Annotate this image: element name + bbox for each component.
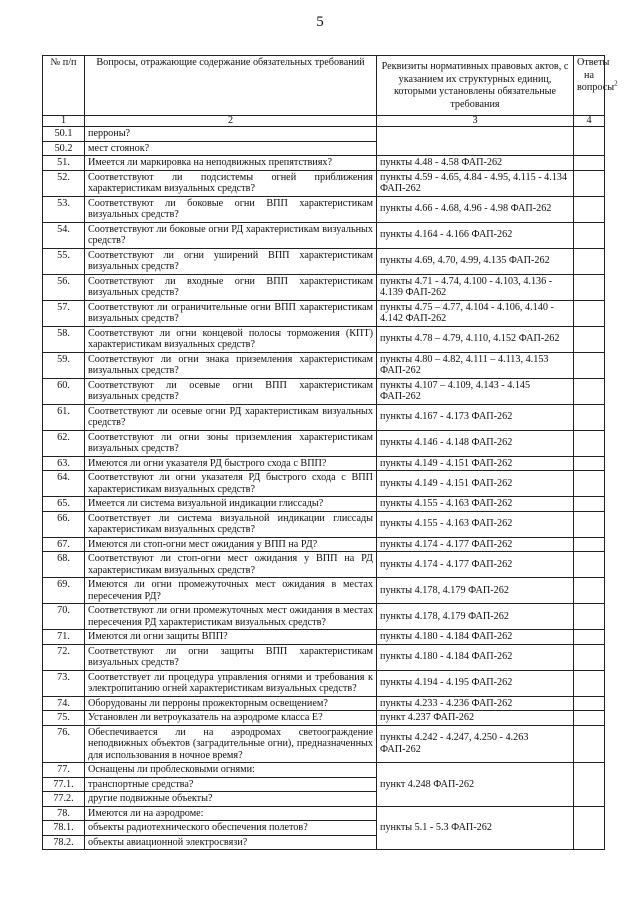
row-answer xyxy=(574,806,605,850)
header-answers-label: Ответы на вопросы xyxy=(577,57,615,93)
row-reference: пункты 4.174 - 4.177 ФАП-262 xyxy=(377,537,574,552)
row-answer xyxy=(574,156,605,171)
row-reference: пункты 4.180 - 4.184 ФАП-262 xyxy=(377,644,574,670)
row-answer xyxy=(574,578,605,604)
table-row xyxy=(43,806,605,821)
row-question: Имеются ли огни промежуточных мест ожидания в местах пересечения РД? xyxy=(85,578,377,604)
row-answer xyxy=(574,552,605,578)
row-question: объекты авиационной электросвязи? xyxy=(85,835,377,850)
row-reference: пункты 4.233 - 4.236 ФАП-262 xyxy=(377,696,574,711)
row-question: мест стоянок? xyxy=(85,141,377,156)
row-number: 51. xyxy=(43,156,85,171)
row-reference: пункты 4.155 - 4.163 ФАП-262 xyxy=(377,511,574,537)
row-number: 74. xyxy=(43,696,85,711)
row-reference: пункты 4.69, 4.70, 4.99, 4.135 ФАП-262 xyxy=(377,248,574,274)
row-reference: пункты 4.149 - 4.151 ФАП-262 xyxy=(377,456,574,471)
row-number: 78.2. xyxy=(43,835,85,850)
row-number: 64. xyxy=(43,471,85,497)
row-number: 52. xyxy=(43,170,85,196)
row-question: Оснащены ли проблесковыми огнями: xyxy=(85,763,377,778)
header-references: Реквизиты нормативных правовых актов, с указанием их структурных единиц, которыми установлены обязательные требования xyxy=(377,56,574,116)
row-reference: пункты 4.155 - 4.163 ФАП-262 xyxy=(377,497,574,512)
row-question: Соответствует ли процедура управления огнями и требования к электропитанию огней характеристикам визуальных средств? xyxy=(85,670,377,696)
row-answer xyxy=(574,170,605,196)
row-answer xyxy=(574,497,605,512)
row-question: Имеются ли стоп-огни мест ожидания у ВПП на РД? xyxy=(85,537,377,552)
row-reference: пункты 4.146 - 4.148 ФАП-262 xyxy=(377,430,574,456)
table-row xyxy=(43,763,605,778)
row-answer xyxy=(574,248,605,274)
table-row xyxy=(43,456,605,471)
row-number: 71. xyxy=(43,630,85,645)
table-row xyxy=(43,604,605,630)
row-question: перроны? xyxy=(85,127,377,142)
row-question: Соответствуют ли осевые огни ВПП характеристикам визуальных средств? xyxy=(85,378,377,404)
row-reference: пункты 4.149 - 4.151 ФАП-262 xyxy=(377,471,574,497)
row-question: объекты радиотехнического обеспечения полетов? xyxy=(85,821,377,836)
column-number-row xyxy=(43,116,605,127)
row-question: Соответствуют ли огни зоны приземления характеристикам визуальных средств? xyxy=(85,430,377,456)
table-row xyxy=(43,725,605,763)
table-row xyxy=(43,552,605,578)
row-number: 55. xyxy=(43,248,85,274)
table-row xyxy=(43,196,605,222)
row-number: 63. xyxy=(43,456,85,471)
row-reference xyxy=(377,127,574,156)
header-questions: Вопросы, отражающие содержание обязательных требований xyxy=(85,56,377,116)
row-answer xyxy=(574,725,605,763)
row-number: 77.2. xyxy=(43,792,85,807)
row-number: 65. xyxy=(43,497,85,512)
row-number: 76. xyxy=(43,725,85,763)
table-row xyxy=(43,537,605,552)
table-row xyxy=(43,274,605,300)
row-reference: пункты 4.242 - 4.247, 4.250 - 4.263 ФАП-262 xyxy=(377,725,574,763)
row-question: Соответствуют ли стоп-огни мест ожидания у ВПП на РД характеристикам визуальных средств? xyxy=(85,552,377,578)
header-answers xyxy=(574,56,618,116)
row-question: Соответствуют ли огни уширений ВПП характеристикам визуальных средств? xyxy=(85,248,377,274)
table-row xyxy=(43,670,605,696)
row-question: Соответствуют ли входные огни ВПП характеристикам визуальных средств? xyxy=(85,274,377,300)
table-row xyxy=(43,430,605,456)
row-answer xyxy=(574,378,605,404)
row-answer xyxy=(574,300,605,326)
requirements-table xyxy=(42,55,618,850)
table-row xyxy=(43,471,605,497)
column-number: 1 xyxy=(43,116,85,127)
table-row xyxy=(43,127,605,142)
row-reference: пункт 4.237 ФАП-262 xyxy=(377,711,574,726)
row-reference: пункты 4.59 - 4.65, 4.84 - 4.95, 4.115 - 4.134 ФАП-262 xyxy=(377,170,574,196)
row-answer xyxy=(574,274,605,300)
row-question: Соответствуют ли огни защиты ВПП характеристикам визуальных средств? xyxy=(85,644,377,670)
page-number: 5 xyxy=(316,14,324,30)
row-answer xyxy=(574,511,605,537)
row-question: Соответствуют ли огни указателя РД быстрого схода с ВПП характеристикам визуальных средств? xyxy=(85,471,377,497)
row-number: 61. xyxy=(43,404,85,430)
row-number: 70. xyxy=(43,604,85,630)
column-number: 2 xyxy=(85,116,377,127)
column-number: 3 xyxy=(377,116,574,127)
row-answer xyxy=(574,711,605,726)
row-answer xyxy=(574,404,605,430)
table-row xyxy=(43,711,605,726)
row-reference: пункты 4.71 - 4.74, 4.100 - 4.103, 4.136 - 4.139 ФАП-262 xyxy=(377,274,574,300)
table-row xyxy=(43,326,605,352)
table-row xyxy=(43,497,605,512)
table-row xyxy=(43,644,605,670)
row-reference: пункты 4.164 - 4.166 ФАП-262 xyxy=(377,222,574,248)
table-row xyxy=(43,578,605,604)
row-answer xyxy=(574,196,605,222)
row-reference: пункты 5.1 - 5.3 ФАП-262 xyxy=(377,806,574,850)
row-number: 54. xyxy=(43,222,85,248)
row-question: транспортные средства? xyxy=(85,777,377,792)
row-question: Соответствуют ли боковые огни ВПП характеристикам визуальных средств? xyxy=(85,196,377,222)
row-answer xyxy=(574,352,605,378)
row-question: другие подвижные объекты? xyxy=(85,792,377,807)
row-question: Имеется ли система визуальной индикации глиссады? xyxy=(85,497,377,512)
row-reference: пункты 4.107 – 4.109, 4.143 - 4.145 ФАП-262 xyxy=(377,378,574,404)
row-answer xyxy=(574,670,605,696)
row-question: Имеются ли огни указателя РД быстрого схода с ВПП? xyxy=(85,456,377,471)
row-number: 60. xyxy=(43,378,85,404)
row-number: 62. xyxy=(43,430,85,456)
row-number: 50.1 xyxy=(43,127,85,142)
row-answer xyxy=(574,763,605,807)
row-question: Соответствуют ли огни промежуточных мест ожидания в местах пересечения РД характеристикам визуальных средств? xyxy=(85,604,377,630)
row-number: 77.1. xyxy=(43,777,85,792)
row-number: 56. xyxy=(43,274,85,300)
table-header-row xyxy=(43,56,605,116)
row-question: Имеются ли огни защиты ВПП? xyxy=(85,630,377,645)
row-number: 67. xyxy=(43,537,85,552)
row-question: Имеются ли на аэродроме: xyxy=(85,806,377,821)
row-answer xyxy=(574,222,605,248)
row-reference: пункты 4.80 – 4.82, 4.111 – 4.113, 4.153 ФАП-262 xyxy=(377,352,574,378)
table-row xyxy=(43,300,605,326)
row-question: Соответствуют ли огни знака приземления характеристикам визуальных средств? xyxy=(85,352,377,378)
row-number: 75. xyxy=(43,711,85,726)
table-row xyxy=(43,696,605,711)
row-reference: пункты 4.174 - 4.177 ФАП-262 xyxy=(377,552,574,578)
row-reference: пункт 4.248 ФАП-262 xyxy=(377,763,574,807)
row-answer xyxy=(574,644,605,670)
row-question: Соответствуют ли огни концевой полосы торможения (КПТ) характеристикам визуальных средств? xyxy=(85,326,377,352)
row-question: Соответствуют ли ограничительные огни ВПП характеристикам визуальных средств? xyxy=(85,300,377,326)
header-num: № п/п xyxy=(43,56,85,116)
row-question: Соответствуют ли осевые огни РД характеристикам визуальных средств? xyxy=(85,404,377,430)
row-reference: пункты 4.178, 4.179 ФАП-262 xyxy=(377,604,574,630)
row-number: 58. xyxy=(43,326,85,352)
row-answer xyxy=(574,430,605,456)
column-number: 4 xyxy=(574,116,605,127)
table-row xyxy=(43,378,605,404)
row-question: Обеспечивается ли на аэродромах светоограждение неподвижных объектов (заградительные огни), предназначенных для использования в ночное время? xyxy=(85,725,377,763)
row-answer xyxy=(574,127,605,156)
row-reference: пункты 4.78 – 4.79, 4.110, 4.152 ФАП-262 xyxy=(377,326,574,352)
table-row xyxy=(43,352,605,378)
row-reference: пункты 4.178, 4.179 ФАП-262 xyxy=(377,578,574,604)
table-row xyxy=(43,222,605,248)
row-answer xyxy=(574,471,605,497)
table-row xyxy=(43,511,605,537)
row-number: 73. xyxy=(43,670,85,696)
row-question: Соответствуют ли боковые огни РД характеристикам визуальных средств? xyxy=(85,222,377,248)
row-answer xyxy=(574,326,605,352)
row-number: 59. xyxy=(43,352,85,378)
row-number: 50.2 xyxy=(43,141,85,156)
row-number: 69. xyxy=(43,578,85,604)
row-reference: пункты 4.66 - 4.68, 4.96 - 4.98 ФАП-262 xyxy=(377,196,574,222)
row-question: Установлен ли ветроуказатель на аэродроме класса Е? xyxy=(85,711,377,726)
row-number: 72. xyxy=(43,644,85,670)
row-answer xyxy=(574,537,605,552)
row-reference: пункты 4.180 - 4.184 ФАП-262 xyxy=(377,630,574,645)
row-answer xyxy=(574,696,605,711)
row-answer xyxy=(574,456,605,471)
row-reference: пункты 4.167 - 4.173 ФАП-262 xyxy=(377,404,574,430)
row-question: Оборудованы ли перроны прожекторным освещением? xyxy=(85,696,377,711)
row-number: 68. xyxy=(43,552,85,578)
row-question: Соответствуют ли подсистемы огней приближения характеристикам визуальных средств? xyxy=(85,170,377,196)
row-number: 78. xyxy=(43,806,85,821)
row-number: 66. xyxy=(43,511,85,537)
table-row xyxy=(43,630,605,645)
table-row xyxy=(43,248,605,274)
table-row xyxy=(43,404,605,430)
header-answers-footnote: 2 xyxy=(614,79,618,88)
row-question: Соответствует ли система визуальной индикации глиссады характеристикам визуальных средств? xyxy=(85,511,377,537)
row-answer xyxy=(574,604,605,630)
row-number: 53. xyxy=(43,196,85,222)
row-reference: пункты 4.194 - 4.195 ФАП-262 xyxy=(377,670,574,696)
row-reference: пункты 4.75 – 4.77, 4.104 - 4.106, 4.140 - 4.142 ФАП-262 xyxy=(377,300,574,326)
table-row xyxy=(43,156,605,171)
table-row xyxy=(43,170,605,196)
row-number: 78.1. xyxy=(43,821,85,836)
row-reference: пункты 4.48 - 4.58 ФАП-262 xyxy=(377,156,574,171)
row-answer xyxy=(574,630,605,645)
row-number: 77. xyxy=(43,763,85,778)
row-question: Имеется ли маркировка на неподвижных препятствиях? xyxy=(85,156,377,171)
row-number: 57. xyxy=(43,300,85,326)
